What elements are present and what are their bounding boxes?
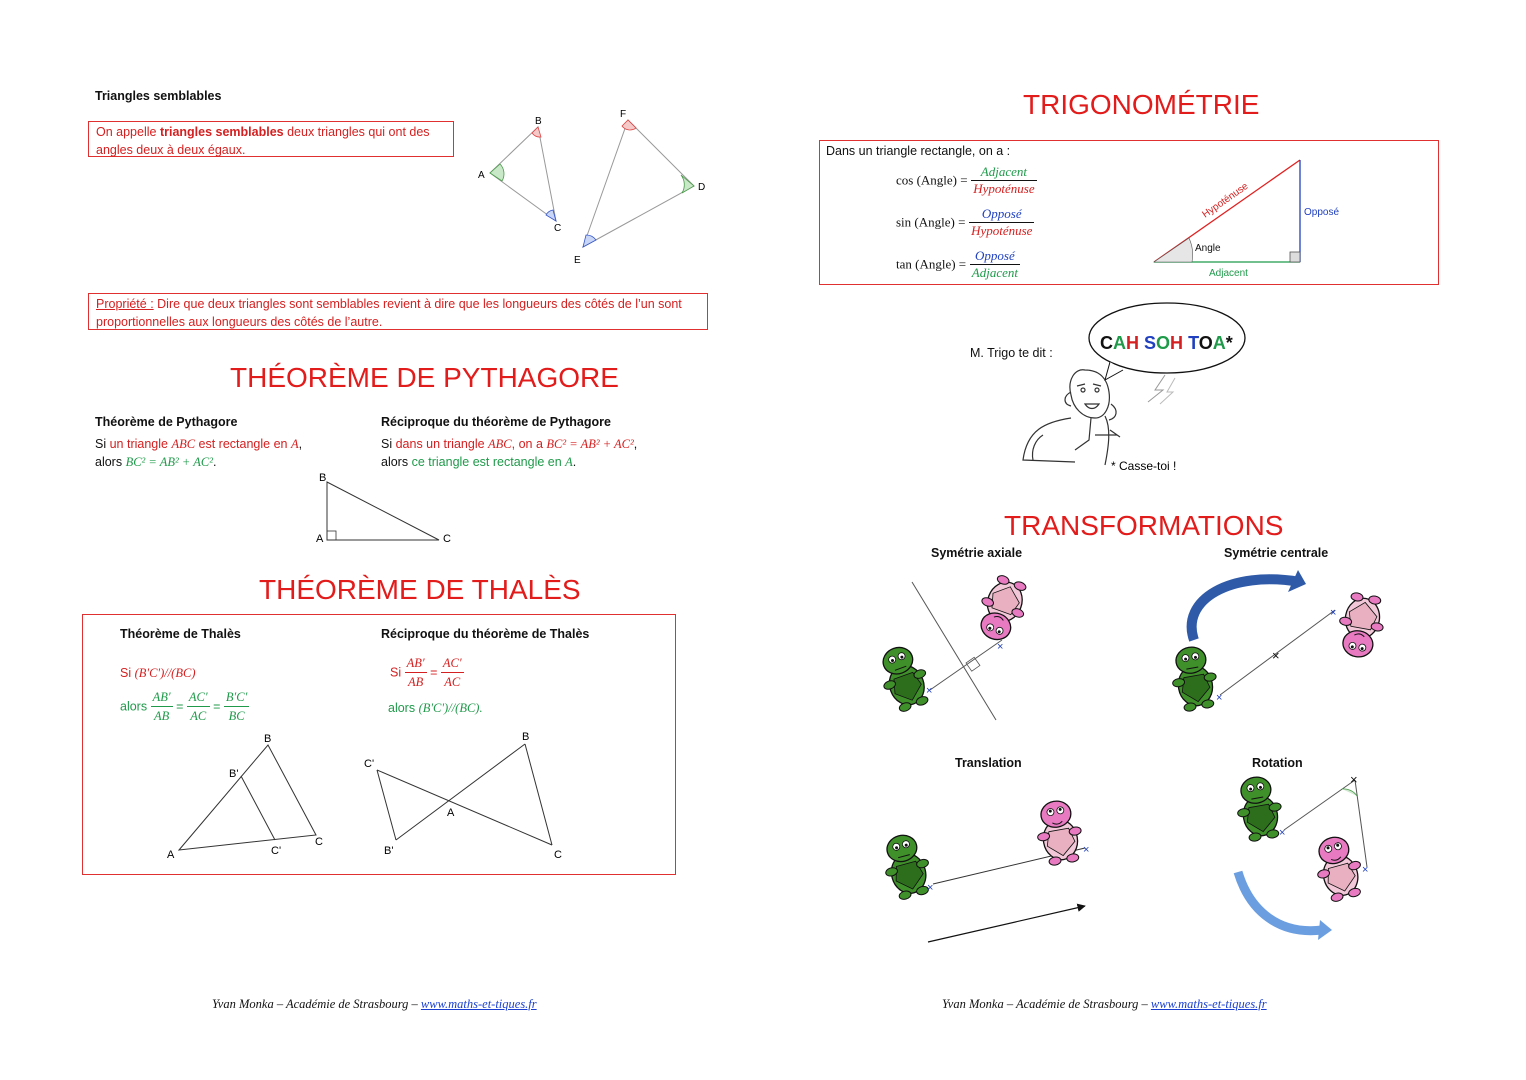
svg-text:B: B bbox=[522, 731, 530, 743]
thales-condition: Si (B'C')//(BC) bbox=[120, 666, 196, 680]
svg-text:×: × bbox=[1083, 844, 1090, 856]
def-bold: triangles semblables bbox=[159, 125, 284, 139]
thales-conclusion: alors $\frac{AB'}{AB}$ = $\frac{AC'}{AC}$ = $\frac{B'C'}{BC}$ bbox=[120, 690, 248, 723]
pyth-label-A: A bbox=[316, 533, 324, 545]
label-A: A bbox=[478, 170, 485, 181]
pythagore-theorem-text: Si un triangle ABC est rectangle en A, alors BC² = AB² + AC². bbox=[95, 437, 303, 469]
label-B: B bbox=[535, 116, 542, 127]
thales-theorem-title: Théorème de Thalès bbox=[120, 627, 241, 641]
cos-formula: cos (Angle) = $\frac{\text{Adjacent}}{\text{Hypoténuse}}$ bbox=[896, 164, 1035, 196]
fig-adjacent: Adjacent bbox=[1209, 268, 1248, 279]
transformations-figures bbox=[860, 560, 1420, 960]
label-E: E bbox=[574, 255, 581, 266]
svg-text:C: C bbox=[554, 849, 562, 861]
svg-text:B': B' bbox=[229, 768, 239, 780]
sin-formula: sin (Angle) = $\frac{\text{Opposé}}{\text{Hypoténuse}}$ bbox=[896, 206, 1033, 238]
cah-soh-toa bbox=[1100, 333, 1233, 353]
bubble-letter: A bbox=[1212, 333, 1226, 353]
property-line1: Dire que deux triangles sont semblables revient à dire que les longueurs des côtés de l’un sont bbox=[153, 297, 682, 311]
svg-text:×: × bbox=[926, 685, 933, 697]
svg-text:×: × bbox=[1330, 607, 1337, 619]
right-footer-link[interactable]: www.maths-et-tiques.fr bbox=[1150, 997, 1267, 1011]
svg-text:×: × bbox=[1279, 827, 1286, 839]
translation-title: Translation bbox=[955, 756, 1022, 770]
svg-text:C': C' bbox=[364, 758, 375, 770]
property-box bbox=[88, 293, 708, 330]
pythagore-triangle-figure bbox=[310, 466, 460, 550]
property-line2: proportionnelles aux longueurs des côtés de l’autre. bbox=[96, 315, 383, 329]
property-label: Propriété : bbox=[96, 297, 154, 311]
mtrigo-label: M. Trigo te dit : bbox=[970, 346, 1053, 360]
trigo-intro: Dans un triangle rectangle, on a : bbox=[826, 144, 1011, 158]
similar-subtitle: Triangles semblables bbox=[95, 89, 222, 103]
pythagore-reciprocal-text: Si dans un triangle ABC, on a BC² = AB² + AC², alors ce triangle est rectangle en A. bbox=[381, 437, 638, 469]
svg-text:×: × bbox=[1272, 648, 1280, 663]
mtrigo-character-icon bbox=[1023, 370, 1120, 465]
pythagore-theorem-title: Théorème de Pythagore bbox=[95, 415, 238, 429]
svg-text:×: × bbox=[1362, 864, 1369, 876]
trigo-title: TRIGONOMÉTRIE bbox=[1023, 89, 1260, 120]
pythagore-formula: BC² = AB² + AC² bbox=[125, 455, 213, 469]
rotation-title: Rotation bbox=[1252, 756, 1303, 770]
pythagore-title: THÉORÈME DE PYTHAGORE bbox=[230, 362, 619, 393]
bubble-letter: C bbox=[1100, 333, 1113, 353]
right-footer: Yvan Monka – Académie de Strasbourg – www.maths-et-tiques.fr bbox=[942, 997, 1267, 1011]
pythagore-reciprocal-title: Réciproque du théorème de Pythagore bbox=[381, 415, 611, 429]
svg-text:C': C' bbox=[271, 845, 282, 857]
tan-formula: tan (Angle) = $\frac{\text{Opposé}}{\text{Adjacent}}$ bbox=[896, 248, 1018, 280]
svg-text:×: × bbox=[1350, 772, 1358, 787]
thales-title: THÉORÈME DE THALÈS bbox=[259, 574, 581, 605]
svg-text:C: C bbox=[315, 836, 323, 848]
similar-definition-box bbox=[88, 121, 454, 157]
trigo-right-triangle bbox=[1145, 150, 1345, 280]
bubble-letter: A bbox=[1113, 333, 1126, 353]
label-D: D bbox=[698, 182, 706, 193]
central-symmetry-figure bbox=[1167, 570, 1388, 713]
central-title: Symétrie centrale bbox=[1224, 546, 1329, 560]
thales-figures bbox=[160, 728, 580, 868]
transformations-title: TRANSFORMATIONS bbox=[1004, 510, 1284, 541]
bubble-letter: O bbox=[1156, 333, 1171, 353]
fig-angle: Angle bbox=[1195, 243, 1221, 254]
label-C: C bbox=[554, 223, 562, 234]
svg-text:×: × bbox=[927, 882, 934, 894]
label-F: F bbox=[620, 109, 627, 120]
fig-oppose: Opposé bbox=[1304, 207, 1340, 218]
bubble-letter: H bbox=[1170, 333, 1184, 353]
fig-hypotenuse: Hypoténuse bbox=[1200, 180, 1251, 221]
axial-title: Symétrie axiale bbox=[931, 546, 1023, 560]
left-footer-link[interactable]: www.maths-et-tiques.fr bbox=[420, 997, 537, 1011]
thales-reciprocal-title: Réciproque du théorème de Thalès bbox=[381, 627, 590, 641]
thales-reciprocal-conclusion: alors (B'C')//(BC). bbox=[388, 701, 483, 715]
axial-symmetry-figure bbox=[873, 572, 1034, 720]
left-footer: Yvan Monka – Académie de Strasbourg – www.maths-et-tiques.fr bbox=[212, 997, 537, 1011]
pyth-label-B: B bbox=[319, 472, 327, 484]
def-pre: On appelle bbox=[96, 125, 160, 139]
bubble-letter: T bbox=[1188, 333, 1199, 353]
svg-text:B': B' bbox=[384, 845, 394, 857]
bubble-letter: * bbox=[1225, 333, 1233, 353]
bubble-letter: S bbox=[1144, 333, 1157, 353]
svg-text:×: × bbox=[1216, 692, 1223, 704]
mtrigo-illustration bbox=[1005, 300, 1250, 475]
svg-text:A: A bbox=[447, 807, 455, 819]
bubble-letter: O bbox=[1198, 333, 1213, 353]
bubble-letter: H bbox=[1126, 333, 1139, 353]
svg-text:A: A bbox=[167, 849, 175, 861]
rotation-figure bbox=[1232, 772, 1368, 940]
svg-text:B: B bbox=[264, 733, 272, 745]
thales-reciprocal-condition: Si $\frac{AB'}{AB}$ = $\frac{AC'}{AC}$ bbox=[390, 656, 462, 689]
def-line2: angles deux à deux égaux. bbox=[96, 143, 246, 157]
translation-figure bbox=[877, 798, 1089, 942]
pyth-label-C: C bbox=[443, 533, 451, 545]
similar-triangles-figure bbox=[470, 100, 720, 270]
casse-toi-note: * Casse-toi ! bbox=[1111, 459, 1177, 473]
svg-text:×: × bbox=[997, 641, 1004, 653]
def-post: deux triangles qui ont des bbox=[283, 125, 430, 139]
